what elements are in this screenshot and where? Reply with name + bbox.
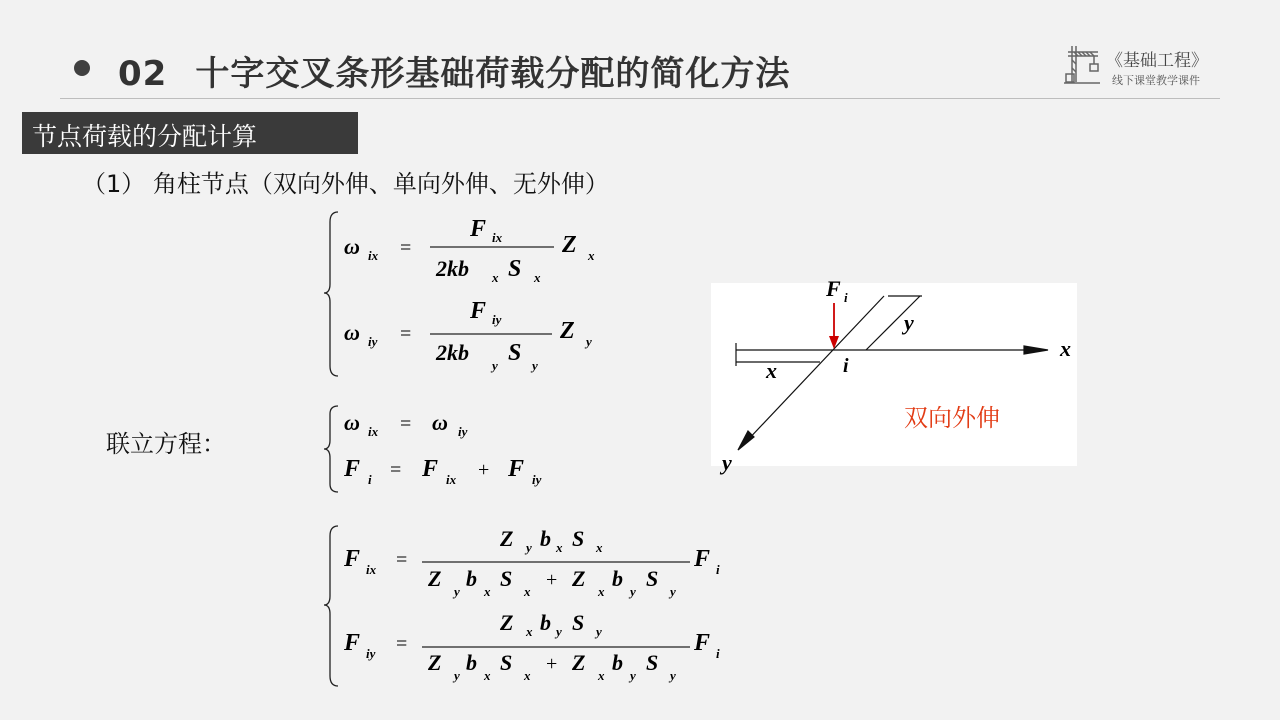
svg-text:+: +: [546, 653, 558, 675]
svg-text:+: +: [546, 569, 558, 591]
svg-text:y: y: [526, 540, 532, 555]
svg-text:b: b: [466, 566, 477, 591]
svg-text:ix: ix: [368, 424, 379, 439]
svg-text:y: y: [532, 358, 538, 373]
svg-text:Z: Z: [428, 566, 442, 591]
logo-title: 《基础工程》: [1106, 51, 1208, 71]
svg-text:S: S: [508, 340, 522, 366]
svg-text:x: x: [524, 584, 531, 599]
x-overhang-label: x: [766, 358, 777, 383]
svg-text:iy: iy: [492, 312, 502, 327]
svg-text:y: y: [454, 668, 460, 683]
svg-text:ix: ix: [492, 230, 503, 245]
svg-text:b: b: [540, 610, 551, 635]
svg-text:y: y: [586, 334, 592, 349]
svg-text:Z: Z: [500, 610, 514, 635]
svg-text:ix: ix: [368, 248, 379, 263]
svg-text:ω: ω: [344, 320, 360, 345]
svg-text:x: x: [598, 668, 605, 683]
svg-text:iy: iy: [458, 424, 468, 439]
svg-text:x: x: [588, 248, 595, 263]
x-axis-label: x: [1060, 336, 1071, 361]
svg-text:iy: iy: [366, 646, 376, 661]
svg-text:Z: Z: [572, 566, 586, 591]
svg-text:Z: Z: [560, 318, 575, 344]
svg-text:y: y: [630, 584, 636, 599]
svg-text:Z: Z: [428, 650, 442, 675]
svg-text:y: y: [454, 584, 460, 599]
svg-text:iy: iy: [532, 472, 542, 487]
svg-text:=: =: [400, 413, 412, 435]
force-arrowhead: [829, 336, 839, 349]
svg-text:i: i: [368, 472, 372, 487]
svg-text:2kb: 2kb: [436, 256, 469, 281]
svg-text:ix: ix: [446, 472, 457, 487]
node-label: i: [843, 355, 849, 377]
section-heading: 节点荷载的分配计算: [32, 122, 258, 151]
svg-text:=: =: [390, 459, 402, 481]
svg-text:S: S: [646, 650, 659, 675]
svg-text:y: y: [670, 584, 676, 599]
svg-text:Z: Z: [500, 526, 514, 551]
svg-text:x: x: [484, 668, 491, 683]
svg-text:i: i: [716, 646, 720, 661]
svg-text:F: F: [470, 298, 487, 324]
svg-text:S: S: [572, 610, 585, 635]
svg-text:x: x: [492, 270, 499, 285]
force-label: F: [826, 276, 841, 301]
svg-text:x: x: [524, 668, 531, 683]
svg-text:b: b: [466, 650, 477, 675]
svg-text:x: x: [556, 540, 563, 555]
y-axis-arrow: [738, 431, 754, 450]
title-text: 十字交叉条形基础荷载分配的简化方法: [195, 54, 791, 94]
svg-text:b: b: [612, 650, 623, 675]
svg-text:b: b: [612, 566, 623, 591]
svg-text:S: S: [500, 650, 513, 675]
svg-text:F: F: [344, 456, 361, 482]
svg-text:Z: Z: [562, 232, 577, 258]
svg-text:F: F: [344, 546, 361, 572]
svg-text:ω: ω: [344, 234, 360, 259]
diagram-caption: 双向外伸: [904, 404, 1000, 432]
svg-text:F: F: [694, 630, 711, 656]
svg-text:Z: Z: [572, 650, 586, 675]
y-axis-line: [744, 296, 884, 444]
svg-text:ω: ω: [344, 410, 360, 435]
svg-text:F: F: [470, 216, 487, 242]
case-subtitle: （1） 角柱节点（双向外伸、单向外伸、无外伸）: [82, 170, 609, 198]
svg-text:ω: ω: [432, 410, 448, 435]
svg-text:=: =: [400, 237, 412, 259]
svg-text:y: y: [556, 624, 562, 639]
svg-text:x: x: [534, 270, 541, 285]
svg-text:i: i: [716, 562, 720, 577]
svg-text:F: F: [508, 456, 525, 482]
section-number: 02: [118, 54, 168, 94]
svg-text:x: x: [484, 584, 491, 599]
logo-subtitle: 线下课堂教学课件: [1112, 74, 1200, 87]
y-overhang-label: y: [904, 310, 914, 335]
svg-text:y: y: [492, 358, 498, 373]
svg-text:y: y: [596, 624, 602, 639]
x-axis-arrow: [1024, 346, 1048, 354]
svg-text:F: F: [694, 546, 711, 572]
svg-text:S: S: [500, 566, 513, 591]
svg-text:F: F: [344, 630, 361, 656]
svg-text:b: b: [540, 526, 551, 551]
svg-text:=: =: [400, 323, 412, 345]
svg-text:y: y: [670, 668, 676, 683]
svg-text:iy: iy: [368, 334, 378, 349]
svg-text:x: x: [526, 624, 533, 639]
y-axis-label: y: [722, 450, 732, 475]
svg-text:+: +: [478, 459, 490, 481]
svg-text:S: S: [572, 526, 585, 551]
svg-text:S: S: [646, 566, 659, 591]
svg-text:x: x: [596, 540, 603, 555]
svg-text:F: F: [422, 456, 439, 482]
svg-text:2kb: 2kb: [436, 340, 469, 365]
svg-text:y: y: [630, 668, 636, 683]
svg-text:S: S: [508, 256, 522, 282]
force-subscript: i: [844, 290, 848, 305]
svg-text:x: x: [598, 584, 605, 599]
joint-equations-label: 联立方程：: [106, 430, 226, 458]
svg-text:ix: ix: [366, 562, 377, 577]
svg-text:=: =: [396, 633, 408, 655]
svg-text:=: =: [396, 549, 408, 571]
